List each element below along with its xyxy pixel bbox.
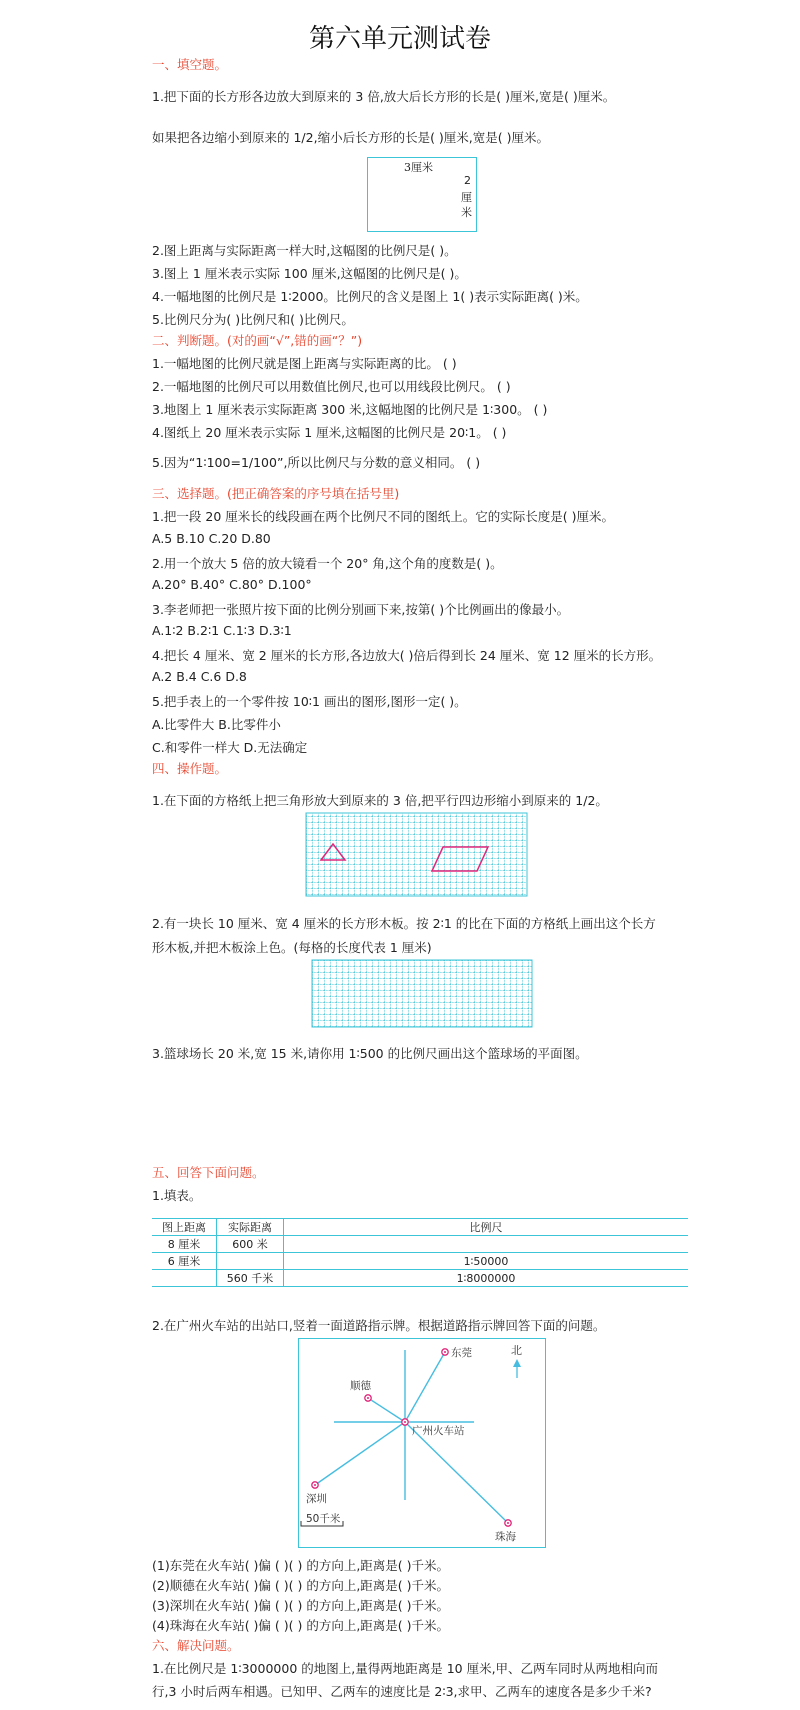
table-cell: 600 米 (217, 1236, 284, 1253)
solve-q1-text-b: 行,3 小时后两车相遇。已知甲、乙两车的速度比是 2∶3,求甲、乙两车的速度各是多少千米? (152, 1684, 652, 1699)
shenzhen-label: 深圳 (306, 1493, 327, 1505)
fill-q1-text: 1.把下面的长方形各边放大到原来的 3 倍,放大后长方形的长是( )厘米,宽是( )厘米。 (152, 89, 616, 104)
answer-q2-text: 2.在广州火车站的出站口,竖着一面道路指示牌。根据道路指示牌回答下面的问题。 (152, 1318, 606, 1333)
answer-q1-text: 1.填表。 (152, 1188, 202, 1203)
section-heading-judge: 二、判断题。(对的画“√”,错的画“？”) (152, 333, 363, 348)
choice-q5-text: 5.把手表上的一个零件按 10∶1 画出的图形,图形一定( )。 (152, 694, 467, 709)
op-q1-text: 1.在下面的方格纸上把三角形放大到原来的 3 倍,把平行四边形缩小到原来的 1/2。 (152, 793, 608, 808)
judge-q4-text: 4.图纸上 20 厘米表示实际 1 厘米,这幅图的比例尺是 20∶1。 ( ) (152, 425, 507, 440)
guangzhou-label: 广州火车站 (412, 1425, 465, 1437)
table-cell (217, 1253, 284, 1270)
north-label: 北 (511, 1344, 522, 1357)
shunde-label: 顺德 (350, 1380, 371, 1392)
judge-q3-text: 3.地图上 1 厘米表示实际距离 300 米,这幅地图的比例尺是 1∶300。 ( ) (152, 402, 548, 417)
choice-q2-text: 2.用一个放大 5 倍的放大镜看一个 20° 角,这个角的度数是( )。 (152, 556, 503, 571)
table-cell: 6 厘米 (152, 1253, 217, 1270)
rect-width-label-2: 厘 (461, 191, 472, 204)
table-row (152, 1253, 688, 1270)
choice-q1-options: A.5 B.10 C.20 D.80 (152, 531, 271, 546)
choice-q3-text: 3.李老师把一张照片按下面的比例分别画下来,按第( )个比例画出的像最小。 (152, 602, 570, 617)
solve-q1-text-a: 1.在比例尺是 1∶3000000 的地图上,量得两地距离是 10 厘米,甲、乙两车同时从两地相向而 (152, 1661, 659, 1676)
map-fill-q2: (2)顺德在火车站( )偏 ( )( ) 的方向上,距离是( )千米。 (152, 1578, 450, 1593)
section-heading-fill: 一、填空题。 (152, 57, 228, 72)
op-q3-text: 3.篮球场长 20 米,宽 15 米,请你用 1∶500 的比例尺画出这个篮球场的平面图。 (152, 1046, 588, 1061)
road-sign-map (298, 1338, 546, 1548)
choice-q5-options-b: C.和零件一样大 D.无法确定 (152, 740, 308, 755)
fill-q1-text-b: 如果把各边缩小到原来的 1/2,缩小后长方形的长是( )厘米,宽是( )厘米。 (152, 130, 549, 145)
table-header-row (152, 1219, 688, 1236)
op-q2-text-b: 形木板,并把木板涂上色。(每格的长度代表 1 厘米) (152, 940, 432, 955)
scale-bar-label: 50千米 (306, 1513, 341, 1525)
table-cell (284, 1236, 689, 1253)
section-heading-solve: 六、解决问题。 (152, 1638, 240, 1653)
scale-table (152, 1218, 688, 1287)
choice-q2-options: A.20° B.40° C.80° D.100° (152, 577, 312, 592)
judge-q5-text: 5.因为“1∶100=1/100”,所以比例尺与分数的意义相同。 ( ) (152, 455, 481, 470)
grid-paper-2 (312, 960, 532, 1027)
grid-paper-1 (306, 813, 527, 896)
table-cell: 560 千米 (217, 1270, 284, 1287)
table-header-cell: 比例尺 (284, 1219, 689, 1236)
table-header-cell: 图上距离 (152, 1219, 217, 1236)
section-heading-choice: 三、选择题。(把正确答案的序号填在括号里) (152, 486, 400, 501)
table-cell: 1∶8000000 (284, 1270, 689, 1287)
fill-q5-text: 5.比例尺分为( )比例尺和( )比例尺。 (152, 312, 354, 327)
rect-width-label-1: 2 (464, 174, 471, 187)
map-fill-q1: (1)东莞在火车站( )偏 ( )( ) 的方向上,距离是( )千米。 (152, 1558, 450, 1573)
fill-q2-text: 2.图上距离与实际距离一样大时,这幅图的比例尺是( )。 (152, 243, 457, 258)
section-heading-answer: 五、回答下面问题。 (152, 1165, 265, 1180)
rect-width-label-3: 米 (461, 206, 472, 219)
fill-q3-text: 3.图上 1 厘米表示实际 100 厘米,这幅图的比例尺是( )。 (152, 266, 467, 281)
table-cell (152, 1270, 217, 1287)
choice-q1-text: 1.把一段 20 厘米长的线段画在两个比例尺不同的图纸上。它的实际长度是( )厘米。 (152, 509, 615, 524)
map-fill-q3: (3)深圳在火车站( )偏 ( )( ) 的方向上,距离是( )千米。 (152, 1598, 450, 1613)
choice-q4-text: 4.把长 4 厘米、宽 2 厘米的长方形,各边放大( )倍后得到长 24 厘米、宽 12 厘米的长方形。 (152, 648, 662, 663)
table-cell: 1∶50000 (284, 1253, 689, 1270)
dongguan-label: 东莞 (451, 1347, 472, 1359)
judge-q1-text: 1.一幅地图的比例尺就是图上距离与实际距离的比。 ( ) (152, 356, 457, 371)
section-heading-operation: 四、操作题。 (152, 761, 228, 776)
table-row (152, 1236, 688, 1253)
table-header-cell: 实际距离 (217, 1219, 284, 1236)
map-fill-q4: (4)珠海在火车站( )偏 ( )( ) 的方向上,距离是( )千米。 (152, 1618, 450, 1633)
choice-q4-options: A.2 B.4 C.6 D.8 (152, 669, 247, 684)
judge-q2-text: 2.一幅地图的比例尺可以用数值比例尺,也可以用线段比例尺。 ( ) (152, 379, 511, 394)
table-cell: 8 厘米 (152, 1236, 217, 1253)
rect-length-label: 3厘米 (404, 161, 433, 174)
choice-q3-options: A.1∶2 B.2∶1 C.1∶3 D.3∶1 (152, 623, 292, 638)
choice-q5-options-a: A.比零件大 B.比零件小 (152, 717, 281, 732)
zhuhai-label: 珠海 (495, 1531, 516, 1543)
table-row (152, 1270, 688, 1287)
op-q2-text-a: 2.有一块长 10 厘米、宽 4 厘米的长方形木板。按 2∶1 的比在下面的方格纸上画出这个长方 (152, 916, 656, 931)
fill-q4-text: 4.一幅地图的比例尺是 1∶2000。比例尺的含义是图上 1( )表示实际距离( )米。 (152, 289, 588, 304)
page-title: 第六单元测试卷 (308, 24, 491, 54)
